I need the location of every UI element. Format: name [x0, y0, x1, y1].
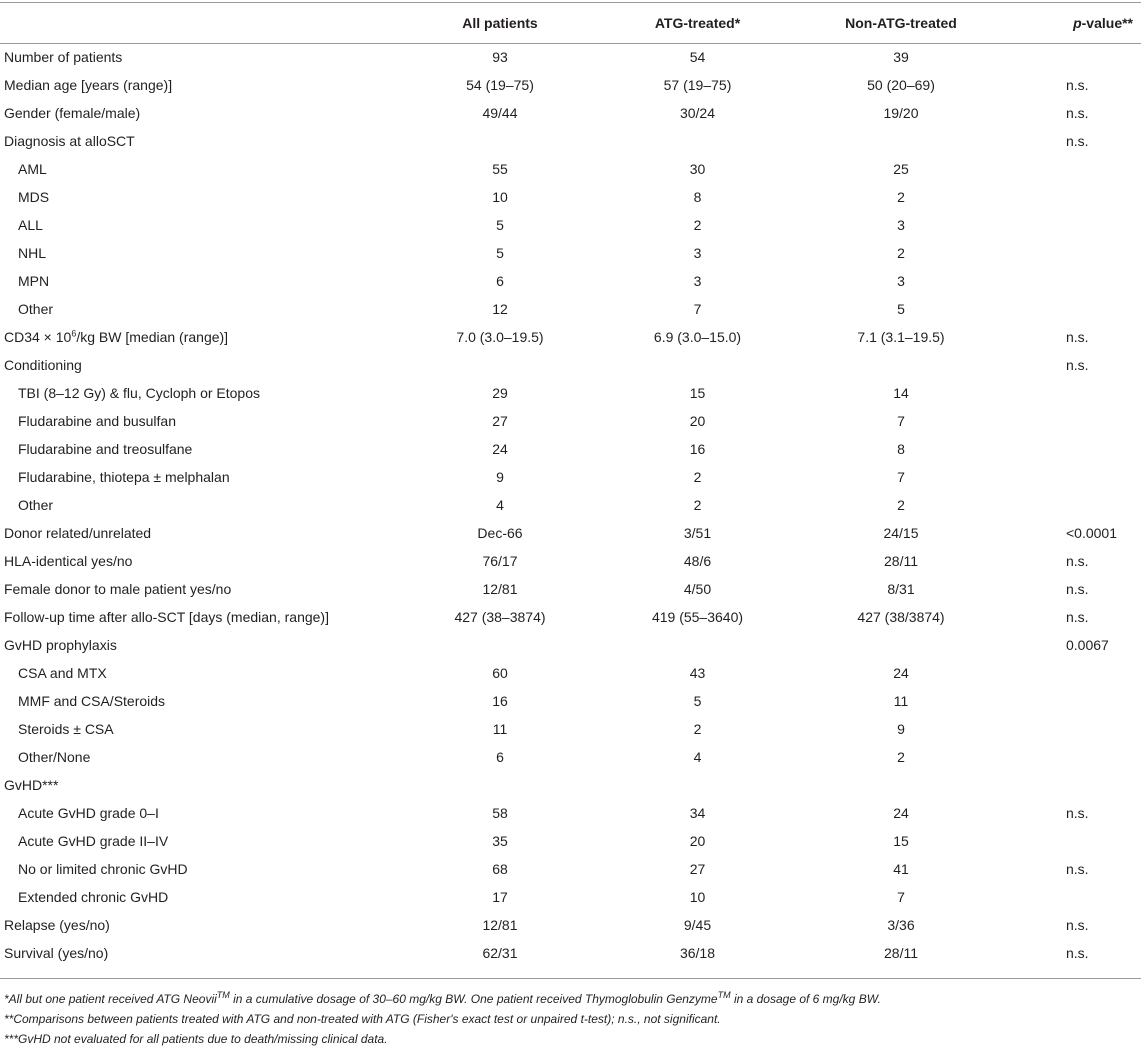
- table-row: [0, 435, 1141, 463]
- cell-all-patients: 12/81: [482, 917, 518, 933]
- cell-non-atg-treated: 8: [897, 441, 905, 457]
- cell-atg-treated: 419 (55–3640): [651, 609, 744, 625]
- header-atg-treated: ATG-treated*: [654, 15, 741, 31]
- cell-all-patients: Dec-66: [477, 525, 523, 541]
- cell-p-value: n.s.: [1066, 77, 1089, 93]
- cell-p-value: n.s.: [1066, 609, 1089, 625]
- table-row: [0, 715, 1141, 743]
- cell-atg-treated: 2: [693, 217, 702, 233]
- row-label: GvHD***: [4, 777, 59, 793]
- cell-atg-treated: [610, 127, 785, 155]
- cell-all-patients: 68: [492, 861, 508, 877]
- table-body: [0, 43, 1141, 967]
- cell-non-atg-treated: 3: [897, 217, 905, 233]
- header-non-atg-treated: Non-ATG-treated: [845, 15, 957, 31]
- row-label: Number of patients: [4, 49, 123, 65]
- cell-atg-treated: [610, 631, 785, 659]
- row-label: Steroids ± CSA: [18, 721, 114, 737]
- cell-p-value: [1017, 43, 1141, 71]
- footnote-1-part-b: in a cumulative dosage of 30–60 mg/kg BW. One patient received Thymoglobulin Genzyme: [229, 992, 718, 1006]
- trademark-mark: TM: [216, 990, 230, 1000]
- cell-all-patients: 427 (38–3874): [454, 609, 546, 625]
- row-label: Gender (female/male): [4, 105, 141, 121]
- row-label-superscript: 6: [71, 328, 77, 339]
- table-row: [0, 659, 1141, 687]
- row-label: Relapse (yes/no): [4, 917, 110, 933]
- cell-non-atg-treated: 24: [893, 805, 909, 821]
- cell-p-value: [1017, 883, 1141, 911]
- row-label: CSA and MTX: [18, 665, 107, 681]
- cell-all-patients: 54 (19–75): [466, 77, 534, 93]
- cell-non-atg-treated: 7: [897, 889, 905, 905]
- header-label-column: [0, 3, 390, 43]
- cell-non-atg-treated: 39: [893, 49, 909, 65]
- row-label: GvHD prophylaxis: [4, 637, 117, 653]
- cell-non-atg-treated: 2: [897, 189, 905, 205]
- cell-atg-treated: 7: [693, 301, 702, 317]
- cell-non-atg-treated: 9: [897, 721, 905, 737]
- row-label: Extended chronic GvHD: [18, 889, 169, 905]
- row-label: Fludarabine, thiotepa ± melphalan: [18, 469, 230, 485]
- table-row: [0, 295, 1141, 323]
- cell-non-atg-treated: 3/36: [887, 917, 915, 933]
- cell-atg-treated: 2: [693, 469, 702, 485]
- table-row: [0, 743, 1141, 771]
- table-row: [0, 99, 1141, 127]
- table-row: [0, 855, 1141, 883]
- table-header-row: [0, 3, 1141, 43]
- cell-all-patients: [390, 127, 610, 155]
- table-row: [0, 939, 1141, 967]
- cell-all-patients: 58: [492, 805, 508, 821]
- row-label: Diagnosis at alloSCT: [4, 133, 135, 149]
- cell-p-value: [1017, 407, 1141, 435]
- cell-atg-treated: 3/51: [683, 525, 712, 541]
- cell-p-value: n.s.: [1066, 917, 1089, 933]
- cell-non-atg-treated: [785, 127, 1017, 155]
- row-label: Fludarabine and treosulfane: [18, 441, 193, 457]
- table-row: [0, 827, 1141, 855]
- table-row: [0, 547, 1141, 575]
- cell-p-value: <0.0001: [1066, 525, 1117, 541]
- cell-all-patients: 12/81: [482, 581, 518, 597]
- table-row: [0, 631, 1141, 659]
- cell-all-patients: [390, 631, 610, 659]
- footnote-1: [4, 989, 1134, 1009]
- cell-p-value: n.s.: [1066, 553, 1089, 569]
- cell-p-value: 0.0067: [1066, 637, 1109, 653]
- cell-all-patients: [390, 771, 610, 799]
- row-label: AML: [18, 161, 47, 177]
- cell-all-patients: 7.0 (3.0–19.5): [456, 329, 544, 345]
- cell-atg-treated: 2: [693, 721, 702, 737]
- table-row: [0, 155, 1141, 183]
- table-row: [0, 351, 1141, 379]
- cell-non-atg-treated: 2: [897, 245, 905, 261]
- cell-non-atg-treated: 11: [893, 693, 909, 709]
- cell-p-value: [1017, 715, 1141, 743]
- cell-p-value: n.s.: [1066, 133, 1089, 149]
- row-label: ALL: [18, 217, 43, 233]
- table-bottom-rule: [0, 978, 1141, 979]
- row-label: Other/None: [18, 749, 91, 765]
- cell-non-atg-treated: 2: [897, 497, 905, 513]
- cell-atg-treated: 34: [689, 805, 706, 821]
- cell-non-atg-treated: 28/11: [884, 945, 918, 961]
- cell-atg-treated: 4/50: [683, 581, 712, 597]
- cell-atg-treated: 48/6: [683, 553, 712, 569]
- cell-all-patients: 29: [492, 385, 508, 401]
- row-label: Female donor to male patient yes/no: [4, 581, 232, 597]
- cell-p-value: [1017, 295, 1141, 323]
- row-label: NHL: [18, 245, 47, 261]
- row-label: Survival (yes/no): [4, 945, 109, 961]
- cell-p-value: [1017, 827, 1141, 855]
- cell-all-patients: 17: [492, 889, 508, 905]
- footnote-1-part-a: *All but one patient received ATG Neovii: [4, 992, 217, 1006]
- cell-p-value: [1017, 771, 1141, 799]
- cell-all-patients: 12: [492, 301, 508, 317]
- cell-all-patients: 10: [492, 189, 508, 205]
- cell-all-patients: 76/17: [482, 553, 518, 569]
- cell-atg-treated: 16: [689, 441, 706, 457]
- table-row: [0, 267, 1141, 295]
- cell-non-atg-treated: 50 (20–69): [867, 77, 935, 93]
- cell-non-atg-treated: 2: [897, 749, 905, 765]
- cell-p-value: n.s.: [1066, 945, 1089, 961]
- cell-all-patients: 16: [492, 693, 508, 709]
- cell-non-atg-treated: 8/31: [887, 581, 915, 597]
- cell-atg-treated: 2: [693, 497, 702, 513]
- row-label: Other: [18, 497, 54, 513]
- cell-p-value: [1017, 435, 1141, 463]
- table-row: [0, 491, 1141, 519]
- cell-p-value: n.s.: [1066, 357, 1089, 373]
- table-row: [0, 127, 1141, 155]
- table-row: [0, 883, 1141, 911]
- table-row: [0, 71, 1141, 99]
- cell-p-value: [1017, 183, 1141, 211]
- cell-p-value: [1017, 687, 1141, 715]
- header-p-rest: -value**: [1081, 15, 1133, 31]
- table-row: [0, 687, 1141, 715]
- cell-non-atg-treated: 19/20: [883, 105, 919, 121]
- cell-all-patients: [390, 351, 610, 379]
- table-row: [0, 43, 1141, 71]
- row-label: Follow-up time after allo-SCT [days (median, range)]: [4, 609, 329, 625]
- table-row: [0, 771, 1141, 799]
- cell-all-patients: 6: [496, 273, 504, 289]
- footnote-1-part-c: in a dosage of 6 mg/kg BW.: [730, 992, 881, 1006]
- table-row: [0, 379, 1141, 407]
- cell-non-atg-treated: 3: [897, 273, 905, 289]
- table-row: [0, 407, 1141, 435]
- cell-non-atg-treated: 7: [897, 469, 905, 485]
- cell-atg-treated: 3: [693, 273, 702, 289]
- table-row: [0, 519, 1141, 547]
- table-footnotes: [4, 989, 1134, 1049]
- cell-all-patients: 93: [492, 49, 508, 65]
- cell-atg-treated: [610, 771, 785, 799]
- table-row: [0, 463, 1141, 491]
- table-row: [0, 211, 1141, 239]
- row-label: MMF and CSA/Steroids: [18, 693, 166, 709]
- cell-all-patients: 55: [492, 161, 508, 177]
- cell-non-atg-treated: 7.1 (3.1–19.5): [857, 329, 945, 345]
- cell-p-value: n.s.: [1066, 861, 1089, 877]
- row-label: TBI (8–12 Gy) & flu, Cycloph or Etopos: [18, 385, 260, 401]
- cell-non-atg-treated: 24: [893, 665, 909, 681]
- cell-p-value: [1017, 491, 1141, 519]
- cell-atg-treated: 30/24: [679, 105, 716, 121]
- cell-atg-treated: [610, 351, 785, 379]
- row-label-part: /kg BW [median (range)]: [76, 329, 229, 345]
- table-row: [0, 575, 1141, 603]
- table-row: [0, 799, 1141, 827]
- cell-atg-treated: 27: [689, 861, 706, 877]
- footnote-3: ***GvHD not evaluated for all patients due to death/missing clinical data.: [4, 1032, 388, 1046]
- table-row: [0, 603, 1141, 631]
- cell-atg-treated: 3: [693, 245, 702, 261]
- row-label: Donor related/unrelated: [4, 525, 152, 541]
- cell-atg-treated: 6.9 (3.0–15.0): [653, 329, 742, 345]
- table-row: [0, 323, 1141, 351]
- cell-non-atg-treated: 5: [897, 301, 905, 317]
- cell-non-atg-treated: [785, 771, 1017, 799]
- cell-p-value: n.s.: [1066, 805, 1089, 821]
- cell-atg-treated: 30: [689, 161, 706, 177]
- row-label: Acute GvHD grade II–IV: [18, 833, 169, 849]
- cell-non-atg-treated: 28/11: [884, 553, 918, 569]
- row-label: [0, 323, 390, 351]
- cell-all-patients: 5: [496, 245, 504, 261]
- cell-p-value: [1017, 155, 1141, 183]
- header-p-italic: p: [1073, 15, 1082, 31]
- table-row: [0, 911, 1141, 939]
- row-label: Conditioning: [4, 357, 82, 373]
- cell-atg-treated: 43: [689, 665, 706, 681]
- cell-atg-treated: 9/45: [683, 917, 712, 933]
- cell-non-atg-treated: 41: [893, 861, 909, 877]
- cell-non-atg-treated: 7: [897, 413, 905, 429]
- row-label: Acute GvHD grade 0–I: [18, 805, 159, 821]
- cell-all-patients: 11: [492, 721, 508, 737]
- table-row: [0, 239, 1141, 267]
- row-label: Median age [years (range)]: [4, 77, 173, 93]
- cell-non-atg-treated: 24/15: [883, 525, 919, 541]
- cell-p-value: [1017, 211, 1141, 239]
- cell-p-value: [1017, 267, 1141, 295]
- row-label: Other: [18, 301, 54, 317]
- cell-all-patients: 24: [492, 441, 508, 457]
- cell-atg-treated: 15: [689, 385, 706, 401]
- cell-non-atg-treated: 25: [893, 161, 909, 177]
- row-label: HLA-identical yes/no: [4, 553, 133, 569]
- cell-p-value: [1017, 463, 1141, 491]
- cell-all-patients: 62/31: [482, 945, 518, 961]
- cell-all-patients: 49/44: [482, 105, 518, 121]
- footnote-2: **Comparisons between patients treated with ATG and non-treated with ATG (Fisher's exact test or unpaired t-test); n.s., not significant.: [4, 1012, 721, 1026]
- cell-p-value: [1017, 239, 1141, 267]
- cell-all-patients: 27: [492, 413, 508, 429]
- cell-atg-treated: 20: [689, 833, 706, 849]
- cell-atg-treated: 54: [689, 49, 706, 65]
- cell-p-value: [1017, 379, 1141, 407]
- cell-all-patients: 4: [496, 497, 504, 513]
- cell-atg-treated: 8: [693, 189, 702, 205]
- cell-all-patients: 9: [496, 469, 504, 485]
- row-label-part: CD34 × 10: [4, 329, 72, 345]
- cell-atg-treated: 20: [689, 413, 706, 429]
- cell-atg-treated: 10: [689, 889, 706, 905]
- patient-characteristics-table: [0, 3, 1141, 967]
- cell-p-value: n.s.: [1066, 329, 1089, 345]
- cell-atg-treated: 4: [693, 749, 702, 765]
- cell-non-atg-treated: 427 (38/3874): [857, 609, 945, 625]
- cell-non-atg-treated: 14: [893, 385, 909, 401]
- header-p-value: [1017, 3, 1141, 43]
- cell-all-patients: 5: [496, 217, 504, 233]
- header-all-patients: All patients: [462, 15, 538, 31]
- row-label: MDS: [18, 189, 50, 205]
- cell-p-value: [1017, 659, 1141, 687]
- cell-non-atg-treated: 15: [893, 833, 909, 849]
- cell-all-patients: 60: [492, 665, 508, 681]
- cell-non-atg-treated: [785, 631, 1017, 659]
- cell-atg-treated: 57 (19–75): [663, 77, 732, 93]
- row-label: Fludarabine and busulfan: [18, 413, 177, 429]
- cell-non-atg-treated: [785, 351, 1017, 379]
- table-row: [0, 183, 1141, 211]
- cell-p-value: [1017, 743, 1141, 771]
- cell-atg-treated: 5: [693, 693, 702, 709]
- row-label: No or limited chronic GvHD: [18, 861, 188, 877]
- trademark-mark: TM: [717, 990, 731, 1000]
- row-label: MPN: [18, 273, 50, 289]
- cell-all-patients: 35: [492, 833, 508, 849]
- cell-p-value: n.s.: [1066, 105, 1089, 121]
- cell-p-value: n.s.: [1066, 581, 1089, 597]
- cell-atg-treated: 36/18: [679, 945, 716, 961]
- cell-all-patients: 6: [496, 749, 504, 765]
